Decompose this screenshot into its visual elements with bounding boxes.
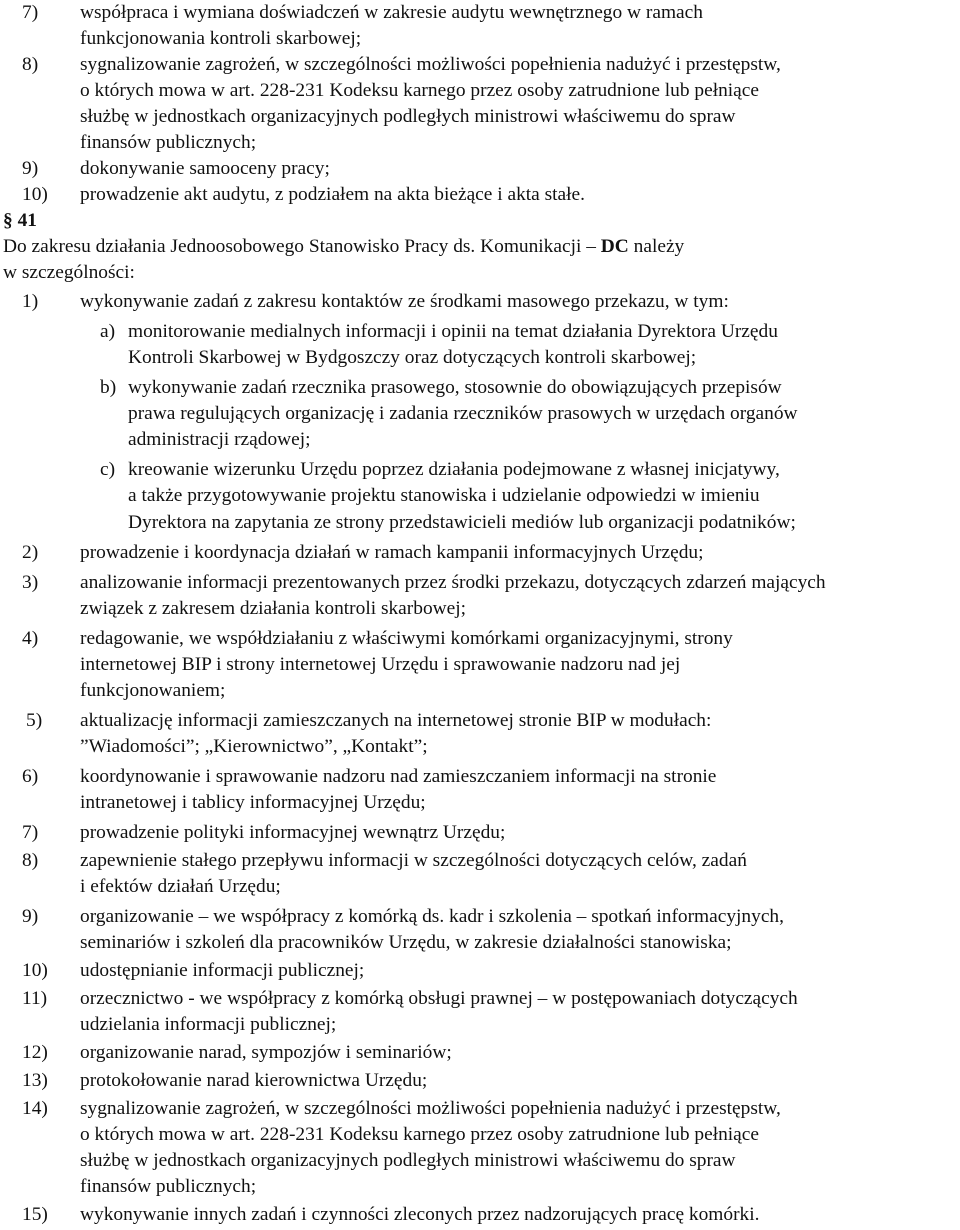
item-text: organizowanie narad, sympozjów i seminariów; <box>80 1042 452 1063</box>
item-text: redagowanie, we współdziałaniu z właściwymi komórkami organizacyjnymi, strony <box>80 628 733 649</box>
item-text: protokołowanie narad kierownictwa Urzędu; <box>80 1070 428 1091</box>
item-number: 10) <box>22 184 48 205</box>
item-text: organizowanie – we współpracy z komórką ds. kadr i szkolenia – spotkań informacyjnych, <box>80 906 784 927</box>
section-intro: w szczególności: <box>3 262 135 283</box>
item-text: seminariów i szkoleń dla pracowników Urzędu, w zakresie działalności stanowiska; <box>80 932 732 953</box>
item-text: administracji rządowej; <box>128 429 311 450</box>
item-text: wykonywanie zadań rzecznika prasowego, stosownie do obowiązujących przepisów <box>128 377 782 398</box>
item-number: 13) <box>22 1070 48 1091</box>
section-intro-text: Do zakresu działania Jednoosobowego Stanowisko Pracy ds. Komunikacji <box>3 236 587 257</box>
item-number: 8) <box>22 850 39 871</box>
item-text: Kontroli Skarbowej w Bydgoszczy oraz dotyczących kontroli skarbowej; <box>128 347 697 368</box>
item-number: 9) <box>22 158 39 179</box>
item-number: 2) <box>22 542 39 563</box>
item-text: koordynowanie i sprawowanie nadzoru nad zamieszczaniem informacji na stronie <box>80 766 717 787</box>
item-text: i efektów działań Urzędu; <box>80 876 281 897</box>
item-text: a także przygotowywanie projektu stanowiska i udzielanie odpowiedzi w imieniu <box>128 485 760 506</box>
dash: – <box>586 236 596 257</box>
item-text: kreowanie wizerunku Urzędu poprzez działania podejmowane z własnej inicjatywy, <box>128 459 780 480</box>
item-text: udzielania informacji publicznej; <box>80 1014 337 1035</box>
item-text: prawa regulujących organizację i zadania rzeczników prasowych w urzędach organów <box>128 403 798 424</box>
item-text: udostępnianie informacji publicznej; <box>80 960 365 981</box>
item-text: intranetowej i tablicy informacyjnej Urzędu; <box>80 792 426 813</box>
item-number: c) <box>100 459 116 480</box>
item-text: współpraca i wymiana doświadczeń w zakresie audytu wewnętrznego w ramach <box>80 2 703 23</box>
item-text: prowadzenie polityki informacyjnej wewnątrz Urzędu; <box>80 822 506 843</box>
item-text: ”Wiadomości”; „Kierownictwo”, „Kontakt”; <box>80 736 428 757</box>
item-text: służbę w jednostkach organizacyjnych podległych ministrowi właściwemu do spraw <box>80 1150 736 1171</box>
item-text: prowadzenie i koordynacja działań w ramach kampanii informacyjnych Urzędu; <box>80 542 704 563</box>
item-number: b) <box>100 377 117 398</box>
item-text: sygnalizowanie zagrożeń, w szczególności możliwości popełnienia nadużyć i przestępstw, <box>80 1098 781 1119</box>
item-number: 1) <box>22 291 39 312</box>
item-number: 14) <box>22 1098 48 1119</box>
item-text: internetowej BIP i strony internetowej Urzędu i sprawowanie nadzoru nad jej <box>80 654 681 675</box>
item-text: o których mowa w art. 228-231 Kodeksu karnego przez osoby zatrudnione lub pełniące <box>80 1124 760 1145</box>
item-number: 15) <box>22 1204 48 1225</box>
item-text: służbę w jednostkach organizacyjnych podległych ministrowi właściwemu do spraw <box>80 106 736 127</box>
item-text: aktualizację informacji zamieszczanych na internetowej stronie BIP w modułach: <box>80 710 712 731</box>
item-text: funkcjonowania kontroli skarbowej; <box>80 28 362 49</box>
item-number: 5) <box>26 710 43 731</box>
item-text: funkcjonowaniem; <box>80 680 226 701</box>
item-number: 7) <box>22 2 39 23</box>
item-number: 8) <box>22 54 39 75</box>
item-text: prowadzenie akt audytu, z podziałem na akta bieżące i akta stałe. <box>80 184 585 205</box>
item-text: związek z zakresem działania kontroli skarbowej; <box>80 598 467 619</box>
unit-code: DC <box>600 236 629 257</box>
item-number: 3) <box>22 572 39 593</box>
item-text: wykonywanie innych zadań i czynności zleconych przez nadzorujących pracę komórki. <box>80 1204 760 1225</box>
section-number: 41 <box>17 210 37 231</box>
item-text: o których mowa w art. 228-231 Kodeksu karnego przez osoby zatrudnione lub pełniące <box>80 80 760 101</box>
item-number: a) <box>100 321 116 342</box>
item-text: orzecznictwo - we współpracy z komórką obsługi prawnej – w postępowaniach dotyczących <box>80 988 798 1009</box>
section-heading <box>3 208 37 234</box>
section-symbol: § <box>3 210 13 231</box>
item-number: 7) <box>22 822 39 843</box>
item-number: 4) <box>22 628 39 649</box>
item-text: analizowanie informacji prezentowanych przez środki przekazu, dotyczących zdarzeń mających <box>80 572 826 593</box>
item-number: 9) <box>22 906 39 927</box>
item-text: Dyrektora na zapytania ze strony przedstawicieli mediów lub organizacji podatników; <box>128 512 796 533</box>
item-text: finansów publicznych; <box>80 132 257 153</box>
item-text: zapewnienie stałego przepływu informacji w szczególności dotyczących celów, zadań <box>80 850 747 871</box>
item-number: 12) <box>22 1042 48 1063</box>
item-text: sygnalizowanie zagrożeń, w szczególności możliwości popełnienia nadużyć i przestępstw, <box>80 54 781 75</box>
section-intro <box>3 234 684 260</box>
item-number: 6) <box>22 766 39 787</box>
item-text: dokonywanie samooceny pracy; <box>80 158 330 179</box>
item-text: monitorowanie medialnych informacji i opinii na temat działania Dyrektora Urzędu <box>128 321 778 342</box>
item-text: finansów publicznych; <box>80 1176 257 1197</box>
item-text: wykonywanie zadań z zakresu kontaktów ze środkami masowego przekazu, w tym: <box>80 291 729 312</box>
item-number: 11) <box>22 988 48 1009</box>
item-number: 10) <box>22 960 48 981</box>
section-intro-end: należy <box>628 236 685 257</box>
